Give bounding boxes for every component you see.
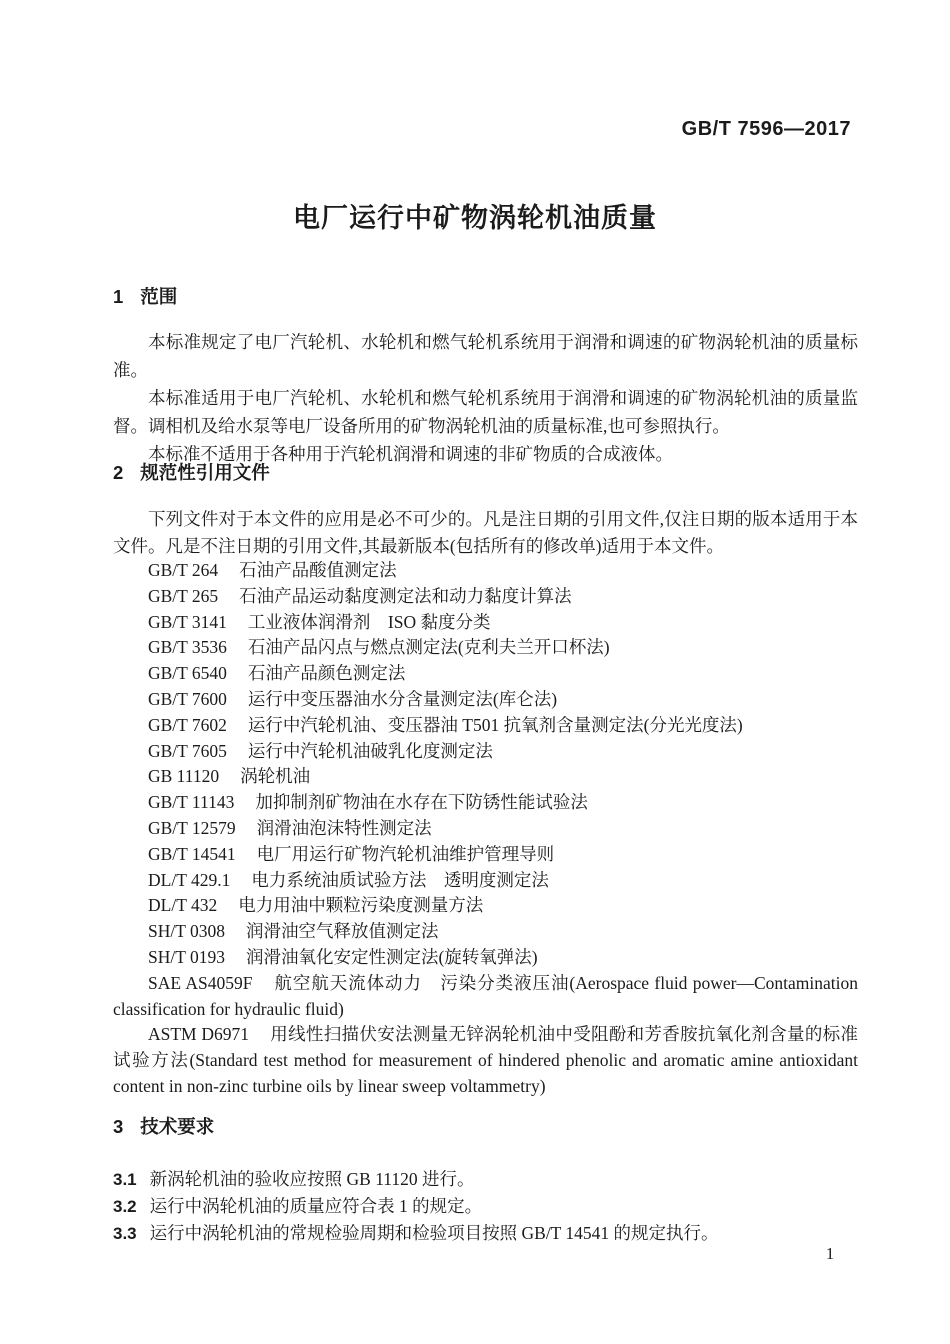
reference-code: SAE AS4059F [148,972,253,993]
reference-title: 润滑油空气释放值测定法 [245,921,439,942]
section-2-number: 2 [113,462,124,483]
reference-code: GB/T 7605 [148,740,227,761]
references-list [113,558,858,1100]
clause-number: 3.2 [113,1197,137,1216]
reference-title: 电力系统油质试验方法 透明度测定法 [251,869,549,890]
reference-item [113,764,858,790]
document-title: 电厂运行中矿物涡轮机油质量 [293,203,657,233]
reference-item [113,945,858,971]
reference-item [113,1022,858,1099]
reference-title: 运行中汽轮机油破乳化度测定法 [247,740,493,761]
section-2-heading [113,459,270,485]
clause-text: 运行中涡轮机油的常规检验周期和检验项目按照 GB/T 14541 的规定执行。 [149,1223,719,1243]
reference-title: 工业液体润滑剂 ISO 黏度分类 [247,611,491,632]
reference-code: GB/T 7600 [148,688,227,709]
reference-title: 润滑油氧化安定性测定法(旋转氧弹法) [245,946,538,967]
reference-item [113,919,858,945]
scope-paragraph: 本标准适用于电厂汽轮机、水轮机和燃气轮机系统用于润滑和调速的矿物涡轮机油的质量监督。调相机及给水泵等电厂设备所用的矿物涡轮机油的质量标准,也可参照执行。 [113,388,858,436]
reference-item [113,610,858,636]
reference-title: 涡轮机油 [240,766,311,787]
reference-title: 用线性扫描伏安法测量无锌涡轮机油中受阻酚和芳香胺抗氧化剂含量的标准试验方法(Standard test method for measurement of hindered phenolic and aromatic amine antioxidant content in non-zinc turbine oils by linear sweep voltammetry) [113,1024,858,1096]
reference-code: GB/T 12579 [148,817,236,838]
section-2-title: 规范性引用文件 [140,462,270,483]
reference-code: GB/T 264 [148,560,219,580]
clause-number: 3.1 [113,1170,137,1189]
reference-item [113,816,858,842]
reference-item [113,790,858,816]
section-1-heading [113,283,177,309]
reference-code: GB/T 3536 [148,637,227,658]
reference-title: 运行中变压器油水分含量测定法(库仑法) [247,688,558,709]
reference-code: GB/T 14541 [148,843,236,864]
section-1-number: 1 [113,286,124,307]
reference-title: 润滑油泡沫特性测定法 [256,817,432,838]
clause-item [113,1193,858,1220]
reference-code: GB/T 265 [148,585,219,606]
reference-code: GB/T 7602 [148,714,227,735]
reference-item [113,635,858,661]
reference-item [113,868,858,894]
reference-title: 电力用油中颗粒污染度测量方法 [238,895,484,916]
reference-code: DL/T 432 [148,895,218,916]
reference-code: ASTM D6971 [148,1024,249,1045]
reference-title: 运行中汽轮机油、变压器油 T501 抗氧剂含量测定法(分光光度法) [247,714,743,735]
reference-item [113,661,858,687]
reference-title: 石油产品闪点与燃点测定法(克利夫兰开口杯法) [247,637,610,658]
section-3-number: 3 [113,1116,124,1137]
reference-item [113,584,858,610]
section-3-clauses [113,1166,858,1247]
clause-number: 3.3 [113,1224,137,1243]
section-3-heading [113,1113,214,1139]
reference-title: 加抑制剂矿物油在水存在下防锈性能试验法 [255,792,588,813]
reference-item [113,971,858,1023]
clause-item [113,1220,858,1247]
reference-code: SH/T 0308 [148,921,225,942]
reference-code: GB/T 3141 [148,611,227,632]
reference-title: 航空航天流体动力 污染分类液压油(Aerospace fluid power—Contamination classification for hydraulic fluid) [113,972,858,1019]
section-1-body [113,328,858,468]
reference-code: GB 11120 [148,766,220,787]
reference-title: 石油产品酸值测定法 [239,560,397,580]
page-number: 1 [825,1244,835,1263]
clause-item [113,1166,858,1193]
section-2-intro [113,506,858,560]
section-1-title: 范围 [140,286,178,307]
scope-paragraph: 本标准规定了电厂汽轮机、水轮机和燃气轮机系统用于润滑和调速的矿物涡轮机油的质量标准。 [113,332,858,380]
reference-code: DL/T 429.1 [148,869,231,890]
reference-item [113,739,858,765]
reference-title: 石油产品运动黏度测定法和动力黏度计算法 [239,585,572,606]
reference-title: 电厂用运行矿物汽轮机油维护管理导则 [256,843,555,864]
section-3-title: 技术要求 [140,1116,215,1137]
reference-item [113,842,858,868]
clause-text: 新涡轮机油的验收应按照 GB 11120 进行。 [149,1169,475,1189]
references-intro-paragraph: 下列文件对于本文件的应用是必不可少的。凡是注日期的引用文件,仅注日期的版本适用于本文件。凡是不注日期的引用文件,其最新版本(包括所有的修改单)适用于本文件。 [113,509,858,556]
scope-paragraph: 本标准不适用于各种用于汽轮机润滑和调速的非矿物质的合成液体。 [148,444,673,464]
reference-code: SH/T 0193 [148,946,225,967]
clause-text: 运行中涡轮机油的质量应符合表 1 的规定。 [149,1196,483,1216]
reference-code: GB/T 11143 [148,792,235,813]
document-number: GB/T 7596—2017 [681,118,851,140]
reference-item [113,687,858,713]
reference-code: GB/T 6540 [148,663,227,684]
reference-item [113,893,858,919]
reference-item [113,558,858,584]
reference-title: 石油产品颜色测定法 [247,663,406,684]
reference-item [113,713,858,739]
